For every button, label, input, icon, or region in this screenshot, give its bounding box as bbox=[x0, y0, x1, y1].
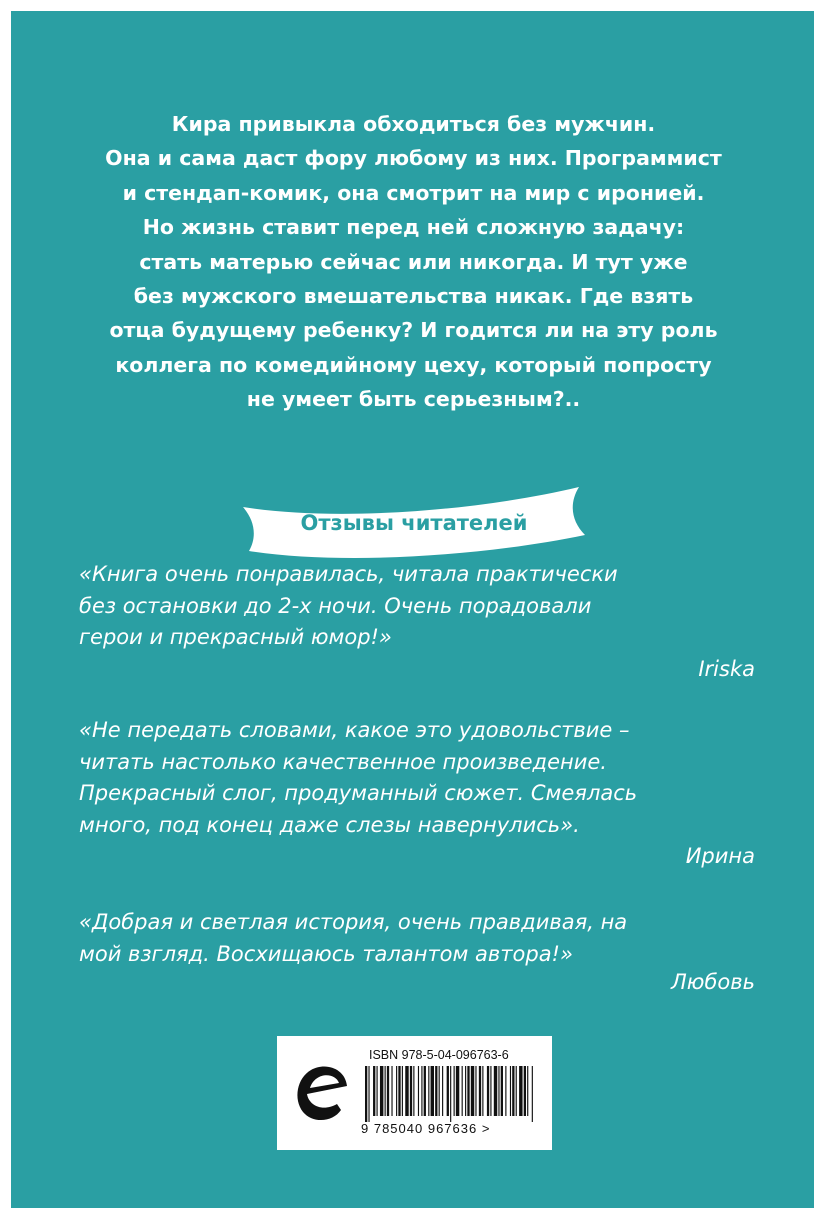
barcode-bar bbox=[391, 1066, 392, 1116]
annotation-line: отца будущему ребенку? И годится ли на эту роль bbox=[109, 318, 718, 343]
barcode-panel bbox=[277, 1036, 552, 1150]
barcode-bar bbox=[467, 1066, 469, 1116]
reviews-heading: Отзывы читателей bbox=[300, 511, 528, 535]
barcode-bar bbox=[471, 1066, 474, 1116]
barcode-bar bbox=[510, 1066, 511, 1116]
barcode-bar bbox=[512, 1066, 514, 1116]
barcode-bar bbox=[365, 1066, 367, 1122]
barcode-bar bbox=[482, 1066, 483, 1116]
barcode-bar bbox=[527, 1066, 528, 1116]
review-2 bbox=[79, 715, 759, 873]
barcode-bar bbox=[516, 1066, 517, 1116]
barcode-bar bbox=[494, 1066, 497, 1116]
barcode-bar bbox=[428, 1066, 429, 1116]
book-annotation bbox=[71, 107, 756, 417]
review-author: Ирина bbox=[685, 844, 755, 868]
barcode-bar bbox=[431, 1066, 434, 1116]
annotation-line: и стендап-комик, она смотрит на мир с иронией. bbox=[122, 180, 705, 205]
barcode-bar bbox=[380, 1066, 383, 1116]
barcode-bar bbox=[398, 1066, 400, 1116]
annotation-line: Она и сама даст фору любому из них. Программист bbox=[105, 146, 722, 171]
barcode-bar bbox=[490, 1066, 491, 1116]
barcode-bar bbox=[373, 1066, 375, 1116]
barcode-bar bbox=[487, 1066, 489, 1116]
annotation-line: Кира привыкла обходиться без мужчин. bbox=[171, 112, 656, 136]
barcode-bar bbox=[402, 1066, 403, 1116]
barcode-bar bbox=[447, 1066, 449, 1116]
barcode-bar bbox=[396, 1066, 397, 1116]
barcode-bar bbox=[450, 1066, 451, 1122]
review-author: Iriska bbox=[698, 656, 755, 681]
barcode-bar bbox=[413, 1066, 414, 1116]
review-line: герои и прекрасный юмор!» bbox=[79, 625, 392, 649]
review-line: читать настолько качественное произведение. bbox=[79, 749, 607, 774]
review-line: «Книга очень понравилась, читала практически bbox=[79, 562, 618, 586]
barcode-bar bbox=[421, 1066, 422, 1116]
barcode-bar bbox=[387, 1066, 389, 1116]
review-line: «Добрая и светлая история, очень правдивая, на bbox=[79, 910, 628, 934]
review-text bbox=[79, 907, 759, 970]
barcode-bar bbox=[498, 1066, 499, 1116]
back-cover bbox=[11, 11, 814, 1208]
barcode-bar bbox=[424, 1066, 426, 1116]
barcode-bar bbox=[439, 1066, 440, 1116]
barcode-bar bbox=[454, 1066, 455, 1116]
annotation-line: Но жизнь ставит перед ней сложную задачу: bbox=[142, 215, 685, 240]
barcode-bar bbox=[465, 1066, 466, 1116]
barcode-bar bbox=[442, 1066, 443, 1116]
barcode-bar bbox=[505, 1066, 506, 1116]
review-line: много, под конец даже слезы навернулись». bbox=[79, 812, 580, 837]
barcode-bar bbox=[519, 1066, 522, 1116]
barcode-bar bbox=[410, 1066, 412, 1116]
review-3 bbox=[79, 907, 759, 999]
review-1 bbox=[79, 559, 759, 685]
barcode-bar bbox=[368, 1066, 369, 1122]
review-line: Прекрасный слог, продуманный сюжет. Смеялась bbox=[79, 781, 638, 805]
publisher-logo-icon bbox=[293, 1052, 353, 1130]
review-line: «Не передать словами, какое это удовольствие – bbox=[79, 718, 630, 742]
review-line: без остановки до 2-х ночи. Очень порадовали bbox=[79, 593, 592, 618]
ean-digits: 9 785040 967636 > bbox=[361, 1121, 491, 1136]
review-line: мой взгляд. Восхищаюсь талантом автора!» bbox=[79, 941, 573, 966]
barcode-bar bbox=[479, 1066, 481, 1116]
barcode-bar bbox=[462, 1066, 463, 1116]
barcode-bar bbox=[377, 1066, 378, 1116]
barcode-bar bbox=[524, 1066, 526, 1116]
barcode-bar bbox=[405, 1066, 408, 1116]
reviews-heading-ribbon bbox=[239, 481, 589, 565]
annotation-line: без мужского вмешательства никак. Где взять bbox=[133, 284, 694, 309]
barcode-bar bbox=[435, 1066, 437, 1116]
review-text bbox=[79, 715, 759, 841]
barcode-bar bbox=[475, 1066, 476, 1116]
review-author: Любовь bbox=[670, 970, 755, 994]
barcode-bar bbox=[385, 1066, 386, 1116]
isbn-label: ISBN 978-5-04-096763-6 bbox=[369, 1048, 509, 1062]
annotation-line: коллега по комедийному цеху, который попросту bbox=[115, 352, 712, 377]
review-text bbox=[79, 559, 759, 654]
barcode-bar bbox=[418, 1066, 419, 1116]
barcode-bars bbox=[363, 1066, 543, 1122]
barcode-bar bbox=[532, 1066, 533, 1122]
annotation-line: не умеет быть серьезным?.. bbox=[246, 387, 581, 412]
annotation-line: стать матерью сейчас или никогда. И тут уже bbox=[139, 249, 688, 274]
barcode-bar bbox=[456, 1066, 459, 1116]
barcode-bar bbox=[501, 1066, 503, 1116]
